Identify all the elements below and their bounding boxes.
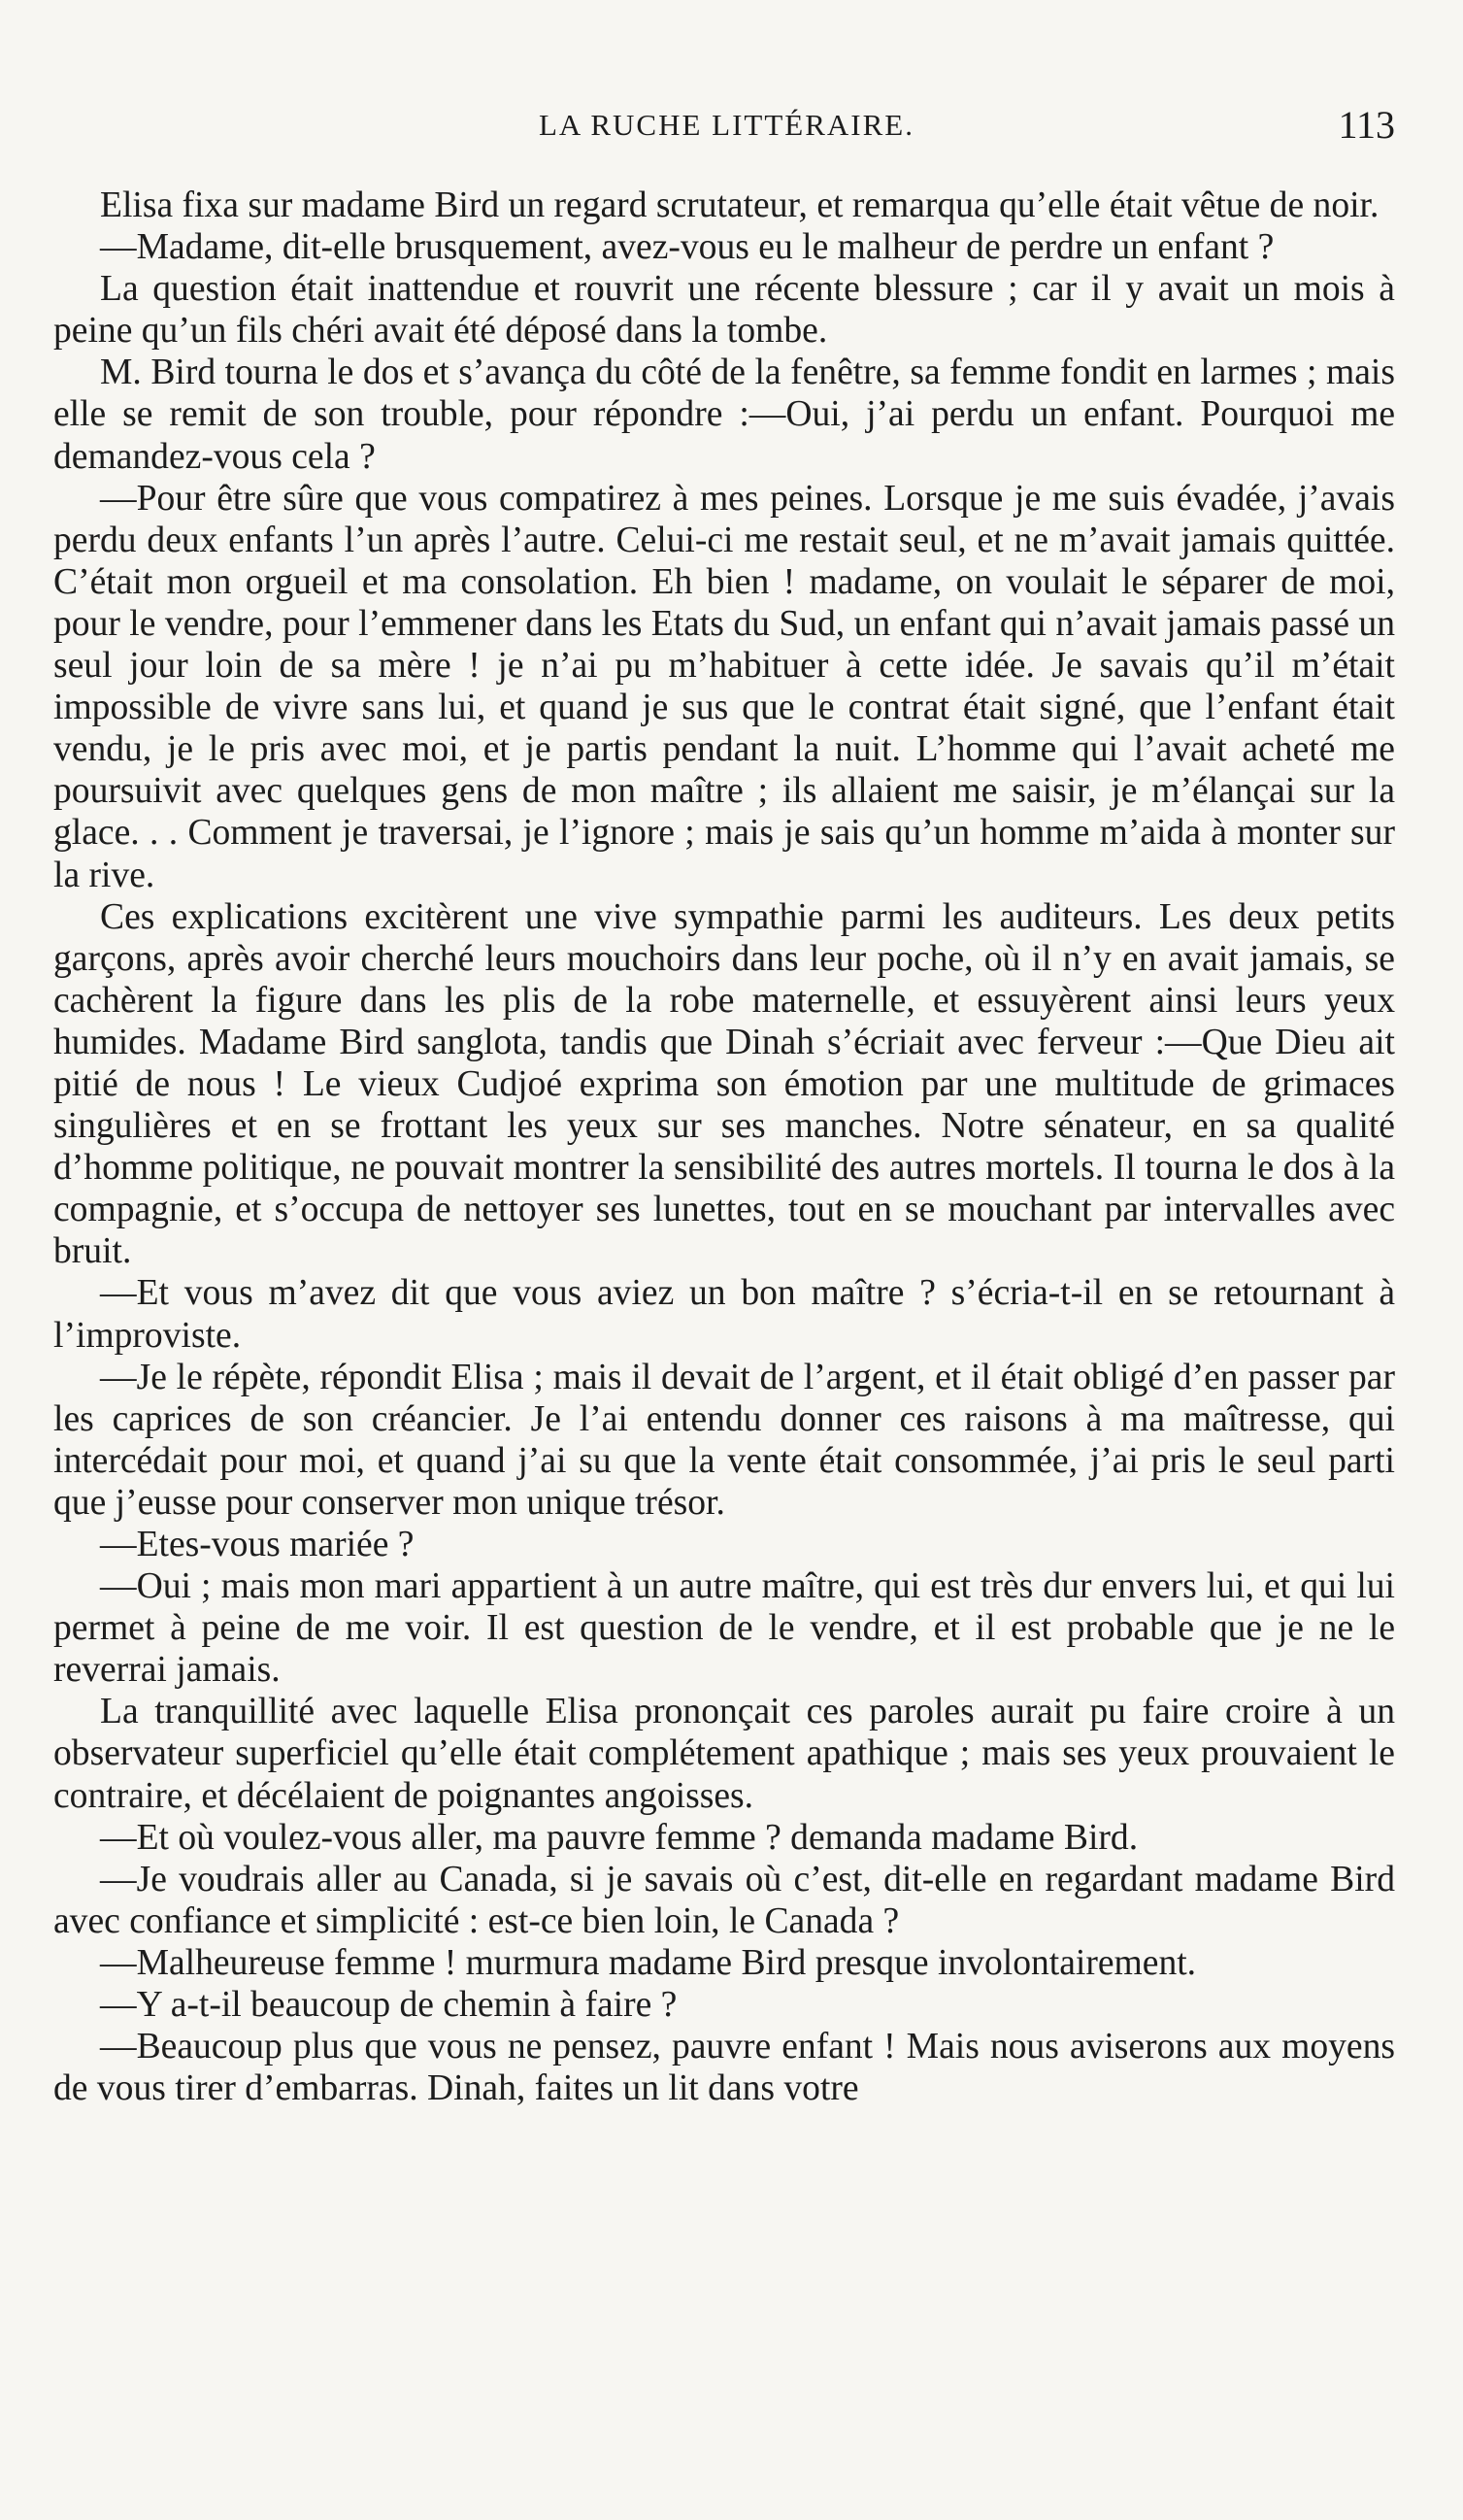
- paragraph: —Pour être sûre que vous compatirez à mes peines. Lorsque je me suis évadée, j’avais perdu deux enfants l’un après l’autre. Celui-ci me restait seul, et ne m’avait jamais quittée. C’était mon orgueil et ma consolation. Eh bien ! madame, on voulait le séparer de moi, pour le vendre, pour l’emmener dans les Etats du Sud, un enfant qui n’avait jamais passé un seul jour loin de sa mère ! je n’ai pu m’habituer à cette idée. Je savais qu’il m’était impossible de vivre sans lui, et quand je sus que le contrat était signé, que l’enfant était vendu, je le pris avec moi, et je partis pendant la nuit. L’homme qui l’avait acheté me poursuivit avec quelques gens de mon maître ; ils allaient me saisir, je m’élançai sur la glace. . . Comment je traversai, je l’ignore ; mais je sais qu’un homme m’aida à monter sur la rive.: [53, 478, 1395, 895]
- paragraph: —Beaucoup plus que vous ne pensez, pauvre enfant ! Mais nous aviserons aux moyens de vous tirer d’embarras. Dinah, faites un lit dans votre: [53, 2027, 1395, 2109]
- paragraph: —Et où voulez-vous aller, ma pauvre femme ? demanda madame Bird.: [100, 1817, 1139, 1858]
- paragraph: Ces explications excitèrent une vive sympathie parmi les auditeurs. Les deux petits garçons, après avoir cherché leurs mouchoirs dans leur poche, où il n’y en avait jamais, se cachèrent la figure dans les plis de la robe maternelle, et essuyèrent ainsi leurs yeux humides. Madame Bird sanglota, tandis que Dinah s’écriait avec ferveur :—Que Dieu ait pitié de nous ! Le vieux Cudjoé exprima son émotion par une multitude de grimaces singulières et en se frottant les yeux sur ses manches. Notre sénateur, en sa qualité d’homme politique, ne pouvait montrer la sensibilité des autres mortels. Il tourna le dos à la compagnie, et s’occupa de nettoyer ses lunettes, tout en se mouchant par intervalles avec bruit.: [53, 896, 1395, 1272]
- paragraph: M. Bird tourna le dos et s’avança du côté de la fenêtre, sa femme fondit en larmes ; mais elle se remit de son trouble, pour répondre :—Oui, j’ai perdu un enfant. Pourquoi me demandez-vous cela ?: [53, 353, 1395, 477]
- page-number: 113: [1338, 103, 1395, 147]
- running-header: [58, 102, 1395, 151]
- paragraph: —Etes-vous mariée ?: [100, 1525, 415, 1564]
- paragraph: La question était inattendue et rouvrit une récente blessure ; car il y avait un mois à peine qu’un fils chéri avait été déposé dans la tombe.: [53, 269, 1395, 352]
- body-text: [53, 185, 1395, 2109]
- paragraph: —Je voudrais aller au Canada, si je savais où c’est, dit-elle en regardant madame Bird avec confiance et simplicité : est-ce bien loin, le Canada ?: [53, 1859, 1395, 1941]
- paragraph: —Y a-t-il beaucoup de chemin à faire ?: [100, 1985, 678, 2026]
- paragraph: —Madame, dit-elle brusquement, avez-vous eu le malheur de perdre un enfant ?: [100, 227, 1275, 268]
- paragraph: La tranquillité avec laquelle Elisa prononçait ces paroles aurait pu faire croire à un observateur superficiel qu’elle était complétement apathique ; mais ses yeux prouvaient le contraire, et décélaient de poignantes angoisses.: [53, 1692, 1395, 1816]
- running-title: LA RUCHE LITTÉRAIRE.: [539, 108, 914, 142]
- paragraph: —Oui ; mais mon mari appartient à un autre maître, qui est très dur envers lui, et qui lui permet à peine de me voir. Il est question de le vendre, et il est probable que je ne le reverrai jamais.: [53, 1566, 1395, 1691]
- paragraph: —Je le répète, répondit Elisa ; mais il devait de l’argent, et il était obligé d’en passer par les caprices de son créancier. Je l’ai entendu donner ces raisons à ma maîtresse, qui intercédait pour moi, et quand j’ai su que la vente était consommée, j’ai pris le seul parti que j’eusse pour conserver mon unique trésor.: [53, 1357, 1395, 1523]
- paragraph: —Malheureuse femme ! murmura madame Bird presque involontairement.: [100, 1942, 1197, 1983]
- paragraph: —Et vous m’avez dit que vous aviez un bon maître ? s’écria-t-il en se retournant à l’improviste.: [53, 1273, 1395, 1356]
- paragraph: Elisa fixa sur madame Bird un regard scrutateur, et remarqua qu’elle était vêtue de noir.: [100, 185, 1380, 225]
